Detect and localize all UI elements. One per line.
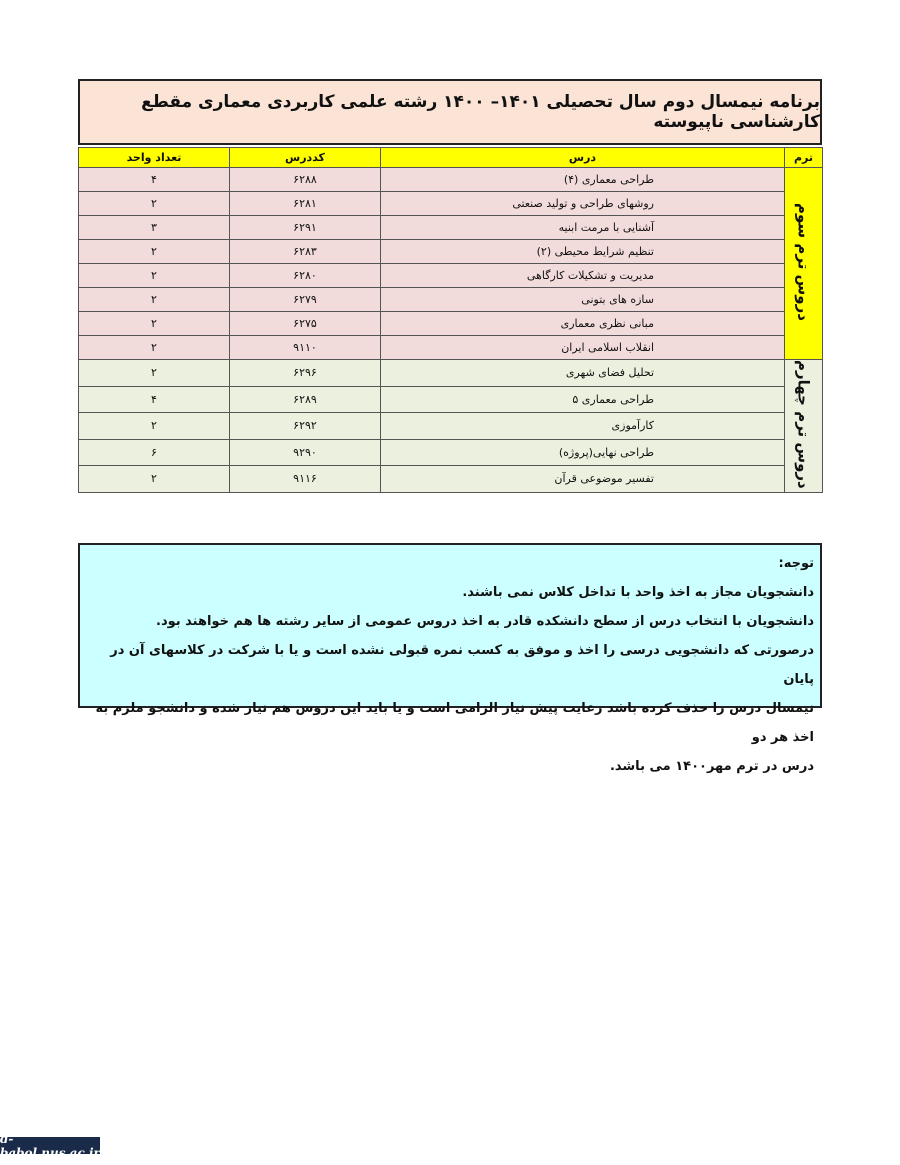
course-units: ۲: [79, 192, 230, 216]
table-row: [79, 312, 823, 336]
table-row: [79, 168, 823, 192]
course-units: ۲: [79, 288, 230, 312]
table-row: [79, 439, 823, 466]
table-row: [79, 216, 823, 240]
course-name: روشهای طراحی و تولید صنعتی: [381, 192, 785, 216]
table-header-row: [79, 148, 823, 168]
course-name: تفسیر موضوعی قرآن: [381, 466, 785, 493]
course-name: مبانی نظری معماری: [381, 312, 785, 336]
course-name: سازه های بتونی: [381, 288, 785, 312]
course-name: تحلیل فضای شهری: [381, 360, 785, 387]
course-units: ۲: [79, 312, 230, 336]
course-code: ۶۲۸۸: [230, 168, 381, 192]
course-name: طراحی نهایی(پروژه): [381, 439, 785, 466]
course-name: مدیریت و تشکیلات کارگاهی: [381, 264, 785, 288]
course-units: ۴: [79, 386, 230, 413]
course-code: ۶۲۹۶: [230, 360, 381, 387]
table-row: [79, 240, 823, 264]
course-name: انقلاب اسلامی ایران: [381, 336, 785, 360]
table-row: [79, 360, 823, 387]
note-line: دانشجویان با انتخاب درس از سطح دانشکده قادر به اخذ دروس عمومی از سایر رشته ها هم خواهند بود.: [156, 614, 814, 629]
course-code: ۶۲۸۳: [230, 240, 381, 264]
note-line: درصورتی که دانشجویی درسی را اخذ و موفق به کسب نمره قبولی نشده است و یا با شرکت در کلاسهای آن در پایان: [110, 643, 814, 687]
note-line: دانشجویان مجاز به اخذ واحد با تداخل کلاس نمی باشند.: [462, 585, 814, 600]
course-code: ۶۲۸۱: [230, 192, 381, 216]
course-name: تنظیم شرایط محیطی (۲): [381, 240, 785, 264]
note-line: نیمسال درس را حذف کرده باشد رعایت پیش نیاز الزامی است و یا باید این دروس هم نیاز شده و دانشجو ملزم به اخذ هر دو: [95, 701, 814, 745]
course-code: ۶۲۸۹: [230, 386, 381, 413]
table-row: [79, 413, 823, 440]
term-four-label-cell: [785, 360, 823, 493]
header-code: کددرس: [230, 148, 381, 168]
course-code: ۹۲۹۰: [230, 439, 381, 466]
course-code: ۶۲۹۲: [230, 413, 381, 440]
table-row: [79, 386, 823, 413]
course-code: ۶۲۸۰: [230, 264, 381, 288]
course-units: ۲: [79, 466, 230, 493]
table-row: [79, 192, 823, 216]
course-units: ۲: [79, 360, 230, 387]
course-units: ۲: [79, 336, 230, 360]
site-url-footer: d-babol.nus.ac.ir: [0, 1131, 100, 1160]
term-three-label-cell: [785, 168, 823, 360]
course-units: ۲: [79, 240, 230, 264]
table-row: [79, 336, 823, 360]
course-units: ۳: [79, 216, 230, 240]
note-box: [78, 543, 822, 774]
course-code: ۶۲۷۹: [230, 288, 381, 312]
course-units: ۲: [79, 264, 230, 288]
course-code: ۹۱۱۶: [230, 466, 381, 493]
course-code: ۶۲۷۵: [230, 312, 381, 336]
page-title: برنامه نیمسال دوم سال تحصیلی ۱۴۰۱– ۱۴۰۰ رشته علمی کاربردی معماری مقطع کارشناسی ناپیوسته: [78, 79, 822, 145]
schedule-table: [78, 147, 823, 493]
course-code: ۹۱۱۰: [230, 336, 381, 360]
note-line: درس در ترم مهر۱۴۰۰ می باشد.: [609, 759, 814, 774]
table-row: [79, 264, 823, 288]
course-units: ۲: [79, 413, 230, 440]
course-name: طراحی معماری ۵: [381, 386, 785, 413]
course-units: ۶: [79, 439, 230, 466]
table-row: [79, 288, 823, 312]
note-heading: توجه:: [778, 556, 814, 571]
header-course: درس: [381, 148, 785, 168]
course-code: ۶۲۹۱: [230, 216, 381, 240]
header-term: ترم: [785, 148, 823, 168]
header-units: تعداد واحد: [79, 148, 230, 168]
table-row: [79, 466, 823, 493]
course-name: آشنایی با مرمت ابنیه: [381, 216, 785, 240]
course-units: ۴: [79, 168, 230, 192]
course-name: کارآموزی: [381, 413, 785, 440]
course-name: طراحی معماری (۴): [381, 168, 785, 192]
term-three-label: دروس ترم سوم: [794, 203, 813, 321]
term-four-label: دروس ترم چهارم: [794, 360, 813, 489]
